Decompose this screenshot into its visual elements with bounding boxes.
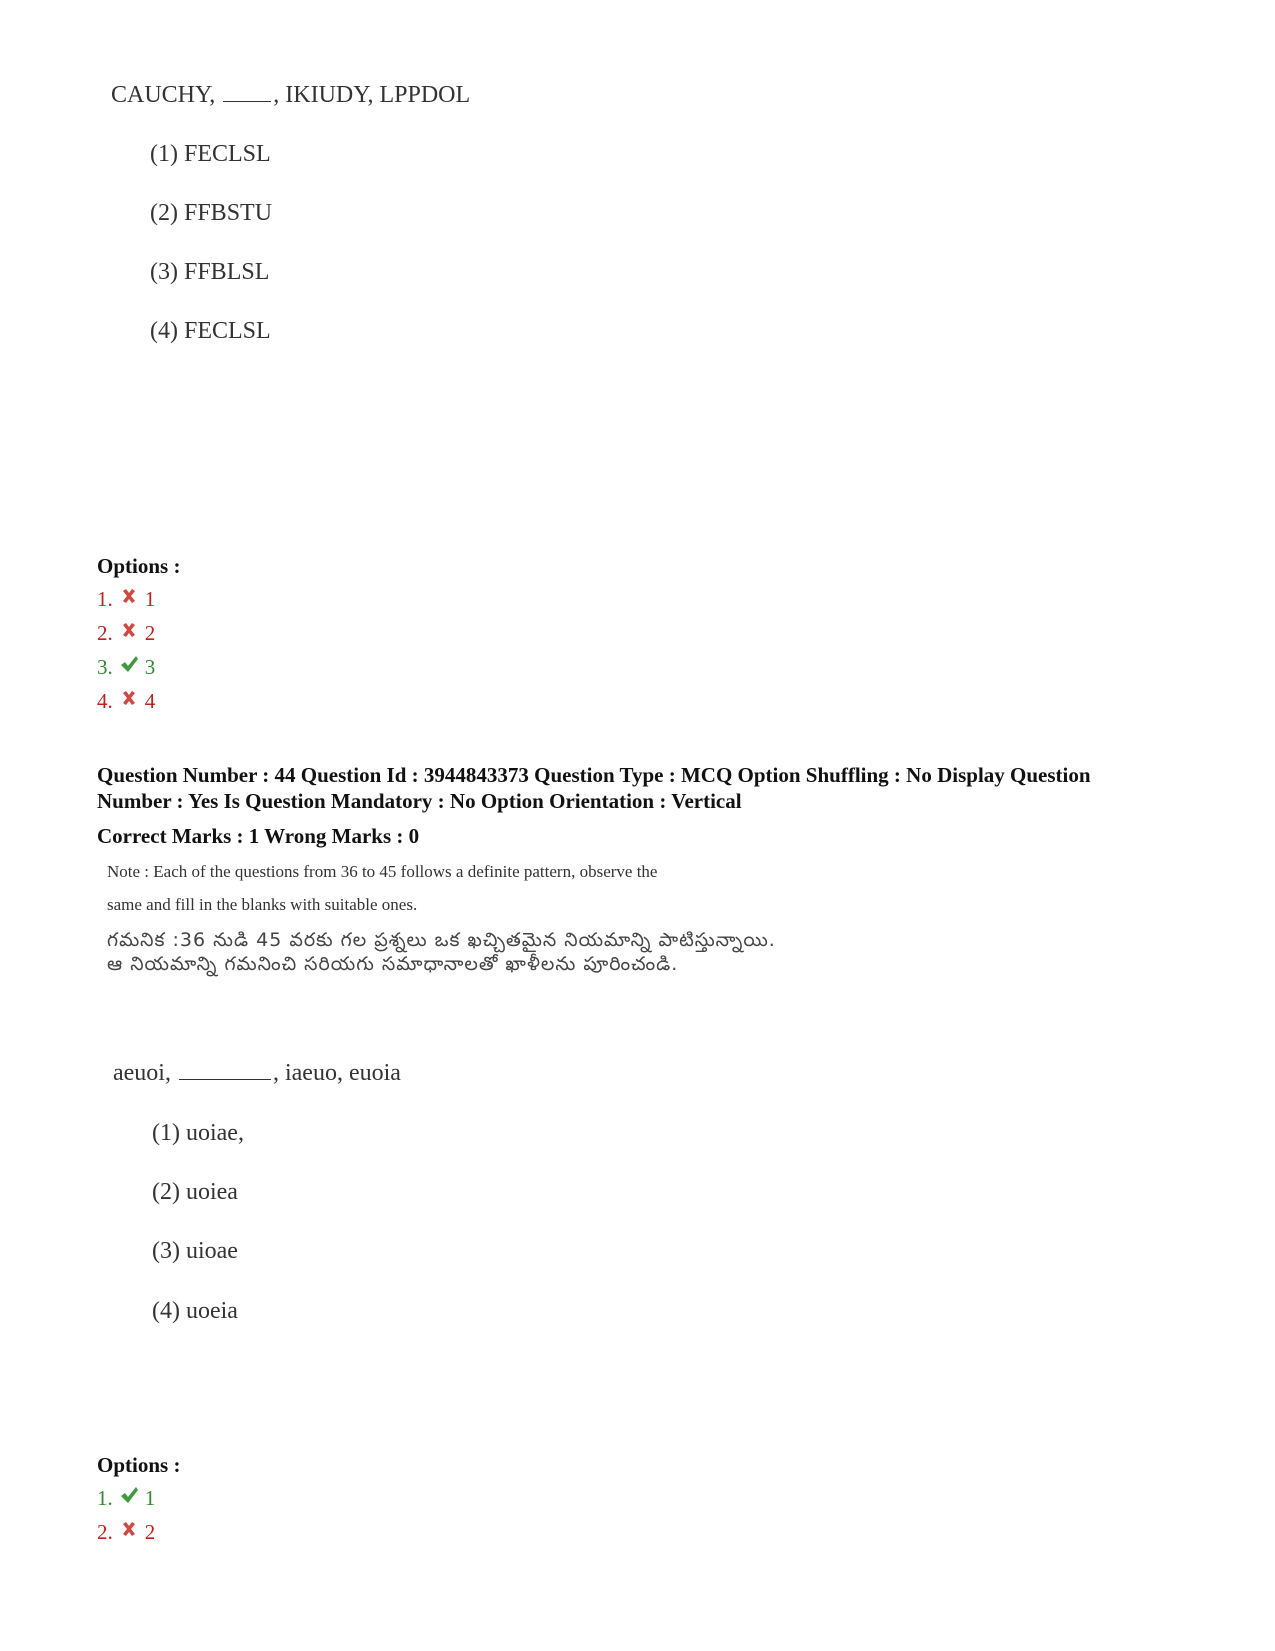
q44-note-line-1: Note : Each of the questions from 36 to 45 follows a definite pattern, observe the — [107, 862, 658, 881]
q44-answer-2 — [97, 1520, 155, 1545]
q43-option-4 — [150, 318, 271, 345]
q43-answer-3 — [97, 655, 155, 680]
q44-answer-1-num: 1. — [97, 1486, 113, 1510]
q44-option-2-num: (2) — [152, 1179, 180, 1205]
q44-marks: Correct Marks : 1 Wrong Marks : 0 — [97, 824, 420, 848]
q43-option-2-num: (2) — [150, 200, 178, 226]
q43-answer-4 — [97, 689, 155, 714]
q44-sequence — [113, 1060, 401, 1087]
q43-answer-4-num: 4. — [97, 689, 113, 713]
q44-option-4-num: (4) — [152, 1298, 180, 1324]
q43-sequence-start: CAUCHY, — [111, 82, 216, 108]
q44-answer-1 — [97, 1486, 155, 1511]
q44-sequence-end: , iaeuo, euoia — [272, 1060, 401, 1086]
cross-icon — [119, 688, 139, 708]
q43-answer-2-num: 2. — [97, 621, 113, 645]
q43-option-1 — [150, 141, 271, 168]
q43-option-3 — [150, 259, 269, 286]
q43-answer-1-value: 1 — [144, 587, 156, 611]
q43-option-1-text: FECLSL — [183, 141, 271, 167]
q44-option-1-num: (1) — [152, 1120, 180, 1146]
q43-answer-3-num: 3. — [97, 655, 113, 679]
q44-answer-2-value: 2 — [144, 1520, 156, 1544]
q43-option-2-text: FFBSTU — [183, 200, 273, 226]
check-icon — [119, 654, 139, 674]
q44-option-4-text: uoeia — [185, 1298, 238, 1324]
q44-meta-line-1: Question Number : 44 Question Id : 3944843373 Question Type : MCQ Option Shuffling : No Display Question — [97, 763, 1091, 787]
cross-icon — [119, 586, 139, 606]
q44-answer-1-value: 1 — [144, 1486, 156, 1510]
q43-options-heading: Options : — [97, 554, 181, 578]
q43-sequence — [111, 82, 470, 109]
q44-option-3 — [152, 1238, 238, 1265]
cross-icon — [119, 620, 139, 640]
q43-option-2 — [150, 200, 272, 227]
q43-option-3-num: (3) — [150, 259, 178, 285]
q44-option-3-num: (3) — [152, 1238, 180, 1264]
q44-options-heading: Options : — [97, 1453, 181, 1477]
q44-blank — [179, 1061, 271, 1080]
q43-answer-3-value: 3 — [144, 655, 156, 679]
q44-meta-line-2: Number : Yes Is Question Mandatory : No Option Orientation : Vertical — [97, 789, 742, 813]
q43-option-4-num: (4) — [150, 318, 178, 344]
q43-option-1-num: (1) — [150, 141, 178, 167]
q43-answer-1-num: 1. — [97, 587, 113, 611]
q44-option-2 — [152, 1179, 238, 1206]
q43-option-3-text: FFBLSL — [183, 259, 270, 285]
q44-option-3-text: uioae — [185, 1238, 238, 1264]
q44-option-4 — [152, 1298, 238, 1325]
q44-telugu-note: గమనిక :36 నుడి 45 వరకు గల ప్రశ్నలు ఒక ఖచ్చితమైన నియమాన్ని పాటిస్తున్నాయి. ఆ నియమాన్ని గమనించి సరియగు సమాధానాలతో ఖాళీలను పూరించండి. — [107, 929, 776, 975]
q43-sequence-end: , IKIUDY, LPPDOL — [273, 82, 471, 108]
q44-option-1 — [152, 1120, 244, 1147]
q44-note-line-2: same and fill in the blanks with suitable ones. — [107, 895, 418, 914]
q44-option-2-text: uoiea — [185, 1179, 238, 1205]
q43-answer-2 — [97, 621, 155, 646]
q43-answer-4-value: 4 — [144, 689, 156, 713]
q43-answer-1 — [97, 587, 155, 612]
q44-option-1-text: uoiae, — [185, 1120, 244, 1146]
q43-option-4-text: FECLSL — [183, 318, 271, 344]
q43-answer-2-value: 2 — [144, 621, 156, 645]
q44-answer-2-num: 2. — [97, 1520, 113, 1544]
cross-icon — [119, 1519, 139, 1539]
q43-blank — [223, 83, 271, 102]
q44-sequence-start: aeuoi, — [113, 1060, 171, 1086]
check-icon — [119, 1485, 139, 1505]
q44-meta — [97, 762, 1207, 814]
